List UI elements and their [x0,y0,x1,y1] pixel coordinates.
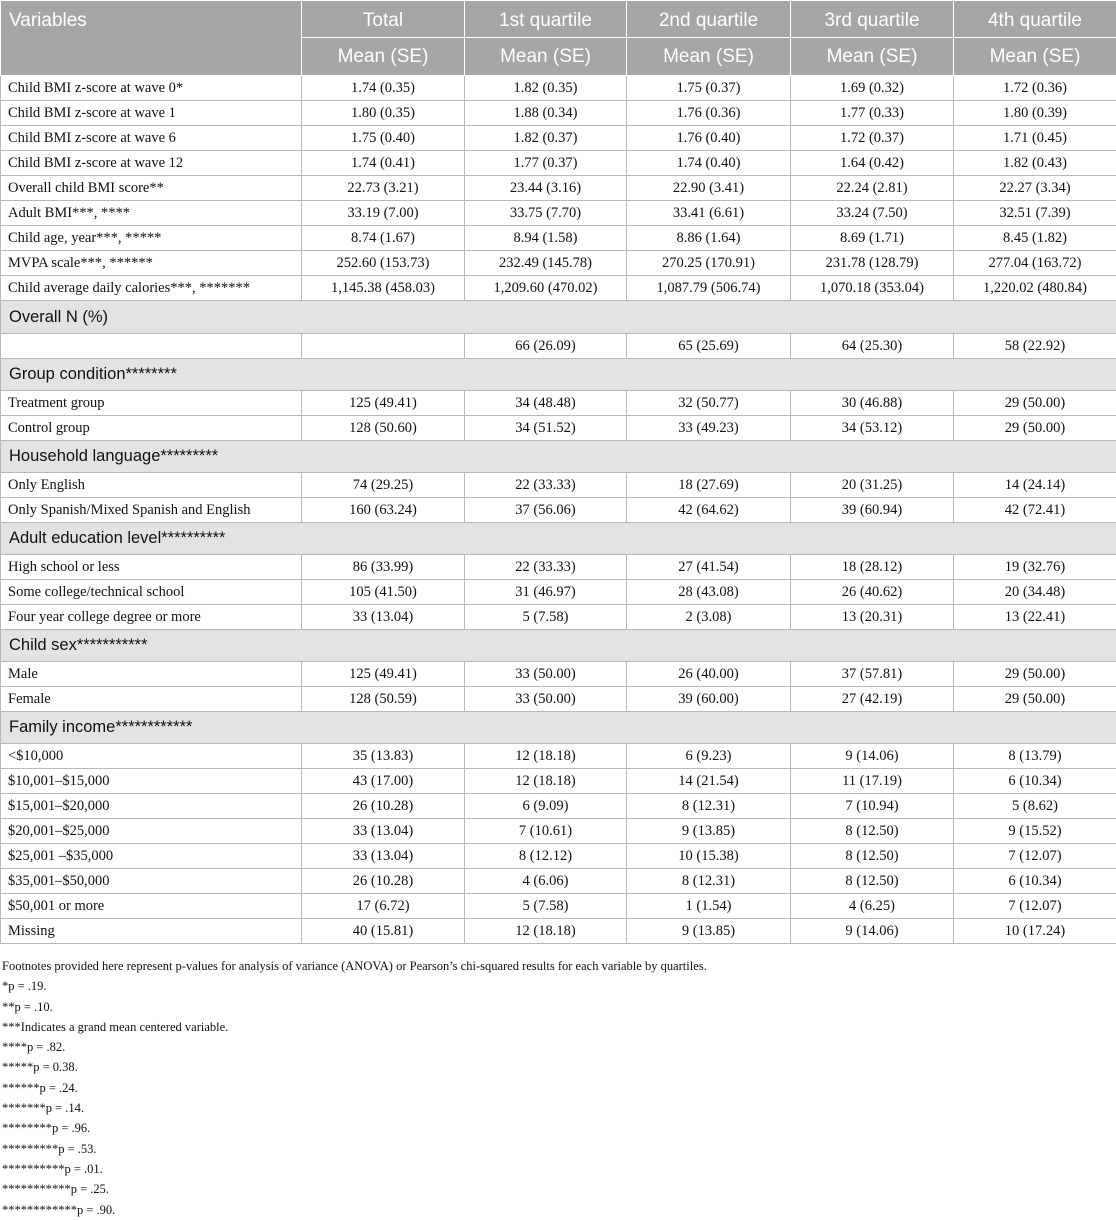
header-row [1,1,1116,38]
table-row [1,662,1116,687]
cell-q3: 1.77 (0.33) [791,101,954,126]
row-label: Child BMI z-score at wave 6 [1,126,302,151]
row-label: Missing [1,919,302,944]
row-label: Control group [1,416,302,441]
table-row [1,794,1116,819]
row-label: $25,001 –$35,000 [1,844,302,869]
cell-q2: 26 (40.00) [627,662,791,687]
cell-q1: 31 (46.97) [465,580,627,605]
cell-total: 252.60 (153.73) [302,251,465,276]
cell-total: 40 (15.81) [302,919,465,944]
cell-q2: 270.25 (170.91) [627,251,791,276]
cell-q4: 1.80 (0.39) [954,101,1116,126]
cell-q4: 8.45 (1.82) [954,226,1116,251]
cell-q3: 8.69 (1.71) [791,226,954,251]
column-header-total: Total [302,1,465,38]
cell-q4: 1,220.02 (480.84) [954,276,1116,301]
cell-q2: 22.90 (3.41) [627,176,791,201]
cell-q3: 64 (25.30) [791,334,954,359]
cell-q2: 42 (64.62) [627,498,791,523]
footnote-line: ******p = .24. [2,1078,1116,1098]
cell-total: 26 (10.28) [302,794,465,819]
cell-q1: 1,209.60 (470.02) [465,276,627,301]
cell-total: 33 (13.04) [302,819,465,844]
footnote-line: Footnotes provided here represent p-values for analysis of variance (ANOVA) or Pearson’s chi-squared results for each variable by quartiles. [2,956,1116,976]
cell-q1: 1.82 (0.37) [465,126,627,151]
row-label: $10,001–$15,000 [1,769,302,794]
cell-q4: 22.27 (3.34) [954,176,1116,201]
section-title-group-condition: Group condition******** [1,359,1116,391]
cell-q4: 29 (50.00) [954,391,1116,416]
cell-q4: 7 (12.07) [954,844,1116,869]
cell-total: 33 (13.04) [302,844,465,869]
table-row [1,176,1116,201]
cell-q1: 23.44 (3.16) [465,176,627,201]
cell-q3: 7 (10.94) [791,794,954,819]
footnote-line: ********p = .96. [2,1118,1116,1138]
cell-q3: 1.72 (0.37) [791,126,954,151]
footnote-line: ************p = .90. [2,1200,1116,1220]
footnote-line: **p = .10. [2,997,1116,1017]
section-title-child-sex: Child sex*********** [1,630,1116,662]
cell-total: 1.80 (0.35) [302,101,465,126]
cell-q4: 13 (22.41) [954,605,1116,630]
cell-q3: 9 (14.06) [791,919,954,944]
row-label: Male [1,662,302,687]
section-title-household-language: Household language********* [1,441,1116,473]
cell-q4: 32.51 (7.39) [954,201,1116,226]
subheader-q2: Mean (SE) [627,38,791,76]
row-label: Adult BMI***, **** [1,201,302,226]
cell-q1: 5 (7.58) [465,605,627,630]
cell-q2: 39 (60.00) [627,687,791,712]
column-header-q2: 2nd quartile [627,1,791,38]
row-label: $15,001–$20,000 [1,794,302,819]
cell-total: 125 (49.41) [302,391,465,416]
table-row [1,151,1116,176]
cell-q2: 8.86 (1.64) [627,226,791,251]
row-label: Only Spanish/Mixed Spanish and English [1,498,302,523]
cell-q2: 32 (50.77) [627,391,791,416]
cell-q4: 1.82 (0.43) [954,151,1116,176]
cell-q4: 29 (50.00) [954,416,1116,441]
cell-total: 33.19 (7.00) [302,201,465,226]
cell-total: 1,145.38 (458.03) [302,276,465,301]
cell-q1: 34 (51.52) [465,416,627,441]
cell-q2: 1.74 (0.40) [627,151,791,176]
table-header [1,1,1116,76]
table-row [1,416,1116,441]
cell-total: 1.74 (0.35) [302,76,465,101]
cell-q4: 5 (8.62) [954,794,1116,819]
cell-q2: 33 (49.23) [627,416,791,441]
cell-q4: 6 (10.34) [954,769,1116,794]
section-title-family-income: Family income************ [1,712,1116,744]
table-row [1,251,1116,276]
table-row [1,919,1116,944]
cell-q3: 8 (12.50) [791,819,954,844]
cell-q2: 6 (9.23) [627,744,791,769]
cell-q2: 14 (21.54) [627,769,791,794]
table-row [1,101,1116,126]
cell-q1: 12 (18.18) [465,769,627,794]
cell-q2: 2 (3.08) [627,605,791,630]
footnote-line: *****p = 0.38. [2,1057,1116,1077]
table-row [1,819,1116,844]
cell-total: 33 (13.04) [302,605,465,630]
cell-q3: 1.69 (0.32) [791,76,954,101]
cell-q3: 34 (53.12) [791,416,954,441]
cell-q3: 8 (12.50) [791,869,954,894]
cell-q1: 33 (50.00) [465,662,627,687]
cell-q3: 22.24 (2.81) [791,176,954,201]
row-label: Overall child BMI score** [1,176,302,201]
cell-q3: 8 (12.50) [791,844,954,869]
cell-q1: 22 (33.33) [465,473,627,498]
cell-q2: 18 (27.69) [627,473,791,498]
table-row [1,126,1116,151]
cell-total: 1.75 (0.40) [302,126,465,151]
cell-q4: 8 (13.79) [954,744,1116,769]
row-label: Some college/technical school [1,580,302,605]
cell-total: 105 (41.50) [302,580,465,605]
row-label: Child average daily calories***, ******* [1,276,302,301]
cell-total: 43 (17.00) [302,769,465,794]
cell-q4: 7 (12.07) [954,894,1116,919]
cell-q3: 13 (20.31) [791,605,954,630]
row-label: Only English [1,473,302,498]
section-header-row [1,301,1116,334]
subheader-q3: Mean (SE) [791,38,954,76]
row-label: Child age, year***, ***** [1,226,302,251]
cell-q1: 1.77 (0.37) [465,151,627,176]
row-label: Child BMI z-score at wave 0* [1,76,302,101]
cell-q3: 11 (17.19) [791,769,954,794]
cell-q1: 1.82 (0.35) [465,76,627,101]
cell-total: 160 (63.24) [302,498,465,523]
table-row [1,555,1116,580]
cell-q4: 10 (17.24) [954,919,1116,944]
cell-total [302,334,465,359]
cell-q3: 39 (60.94) [791,498,954,523]
cell-q3: 37 (57.81) [791,662,954,687]
cell-q1: 66 (26.09) [465,334,627,359]
cell-q2: 1.76 (0.36) [627,101,791,126]
cell-q2: 1.76 (0.40) [627,126,791,151]
cell-q4: 20 (34.48) [954,580,1116,605]
cell-q4: 6 (10.34) [954,869,1116,894]
cell-q1: 8.94 (1.58) [465,226,627,251]
cell-q1: 37 (56.06) [465,498,627,523]
cell-q2: 65 (25.69) [627,334,791,359]
cell-q1: 33 (50.00) [465,687,627,712]
cell-q3: 231.78 (128.79) [791,251,954,276]
column-header-q3: 3rd quartile [791,1,954,38]
cell-q2: 27 (41.54) [627,555,791,580]
cell-q1: 8 (12.12) [465,844,627,869]
cell-q3: 20 (31.25) [791,473,954,498]
cell-q2: 10 (15.38) [627,844,791,869]
row-label: $20,001–$25,000 [1,819,302,844]
table-row [1,580,1116,605]
cell-q2: 9 (13.85) [627,919,791,944]
cell-q4: 1.72 (0.36) [954,76,1116,101]
cell-q3: 33.24 (7.50) [791,201,954,226]
table-row [1,473,1116,498]
table-row [1,391,1116,416]
table-row [1,769,1116,794]
cell-q2: 1,087.79 (506.74) [627,276,791,301]
cell-total: 8.74 (1.67) [302,226,465,251]
cell-q2: 8 (12.31) [627,869,791,894]
footnote-line: *********p = .53. [2,1139,1116,1159]
footnote-line: **********p = .01. [2,1159,1116,1179]
cell-total: 17 (6.72) [302,894,465,919]
table-row [1,605,1116,630]
table-row [1,226,1116,251]
footnote-line: *******p = .14. [2,1098,1116,1118]
section-header-row [1,523,1116,555]
table-row [1,334,1116,359]
cell-q1: 34 (48.48) [465,391,627,416]
cell-q2: 8 (12.31) [627,794,791,819]
cell-total: 1.74 (0.41) [302,151,465,176]
cell-q4: 29 (50.00) [954,662,1116,687]
table-row [1,498,1116,523]
cell-q2: 33.41 (6.61) [627,201,791,226]
cell-q2: 9 (13.85) [627,819,791,844]
table-row [1,76,1116,101]
cell-q1: 4 (6.06) [465,869,627,894]
cell-q4: 29 (50.00) [954,687,1116,712]
cell-q3: 1,070.18 (353.04) [791,276,954,301]
subheader-q1: Mean (SE) [465,38,627,76]
cell-q1: 12 (18.18) [465,744,627,769]
cell-q2: 1 (1.54) [627,894,791,919]
table-row [1,201,1116,226]
table-row [1,869,1116,894]
cell-q1: 22 (33.33) [465,555,627,580]
cell-total: 74 (29.25) [302,473,465,498]
section-header-row [1,630,1116,662]
cell-q2: 28 (43.08) [627,580,791,605]
footnote-line: *p = .19. [2,976,1116,996]
cell-q1: 1.88 (0.34) [465,101,627,126]
cell-q4: 58 (22.92) [954,334,1116,359]
row-label: High school or less [1,555,302,580]
cell-q4: 277.04 (163.72) [954,251,1116,276]
cell-q3: 30 (46.88) [791,391,954,416]
column-header-variables: Variables [1,1,302,76]
cell-q1: 12 (18.18) [465,919,627,944]
row-label: Female [1,687,302,712]
cell-q4: 42 (72.41) [954,498,1116,523]
row-label: Treatment group [1,391,302,416]
table-row [1,276,1116,301]
footnotes [0,944,1116,1220]
subheader-total: Mean (SE) [302,38,465,76]
cell-q4: 9 (15.52) [954,819,1116,844]
column-header-q4: 4th quartile [954,1,1116,38]
cell-total: 128 (50.60) [302,416,465,441]
cell-q4: 19 (32.76) [954,555,1116,580]
cell-total: 35 (13.83) [302,744,465,769]
cell-q1: 5 (7.58) [465,894,627,919]
cell-q3: 26 (40.62) [791,580,954,605]
row-label: Child BMI z-score at wave 1 [1,101,302,126]
section-title-overall-n: Overall N (%) [1,301,1116,334]
row-label: <$10,000 [1,744,302,769]
footnote-line: ***Indicates a grand mean centered variable. [2,1017,1116,1037]
row-label: MVPA scale***, ****** [1,251,302,276]
footnote-line: ****p = .82. [2,1037,1116,1057]
subheader-q4: Mean (SE) [954,38,1116,76]
cell-q2: 1.75 (0.37) [627,76,791,101]
cell-q1: 33.75 (7.70) [465,201,627,226]
cell-q3: 1.64 (0.42) [791,151,954,176]
table-row [1,687,1116,712]
row-label: $50,001 or more [1,894,302,919]
table-row [1,844,1116,869]
cell-q3: 9 (14.06) [791,744,954,769]
cell-q3: 18 (28.12) [791,555,954,580]
column-header-q1: 1st quartile [465,1,627,38]
cell-q1: 232.49 (145.78) [465,251,627,276]
cell-q1: 7 (10.61) [465,819,627,844]
footnote-line: ***********p = .25. [2,1179,1116,1199]
cell-total: 128 (50.59) [302,687,465,712]
cell-total: 125 (49.41) [302,662,465,687]
cell-q3: 27 (42.19) [791,687,954,712]
cell-q3: 4 (6.25) [791,894,954,919]
cell-total: 26 (10.28) [302,869,465,894]
row-label: Four year college degree or more [1,605,302,630]
cell-q4: 14 (24.14) [954,473,1116,498]
row-label [1,334,302,359]
row-label: Child BMI z-score at wave 12 [1,151,302,176]
row-label: $35,001–$50,000 [1,869,302,894]
cell-q1: 6 (9.09) [465,794,627,819]
section-title-adult-education-level: Adult education level********** [1,523,1116,555]
section-header-row [1,441,1116,473]
table-row [1,894,1116,919]
cell-q4: 1.71 (0.45) [954,126,1116,151]
section-header-row [1,359,1116,391]
table-row [1,744,1116,769]
cell-total: 86 (33.99) [302,555,465,580]
section-header-row [1,712,1116,744]
table-body [1,76,1116,944]
cell-total: 22.73 (3.21) [302,176,465,201]
